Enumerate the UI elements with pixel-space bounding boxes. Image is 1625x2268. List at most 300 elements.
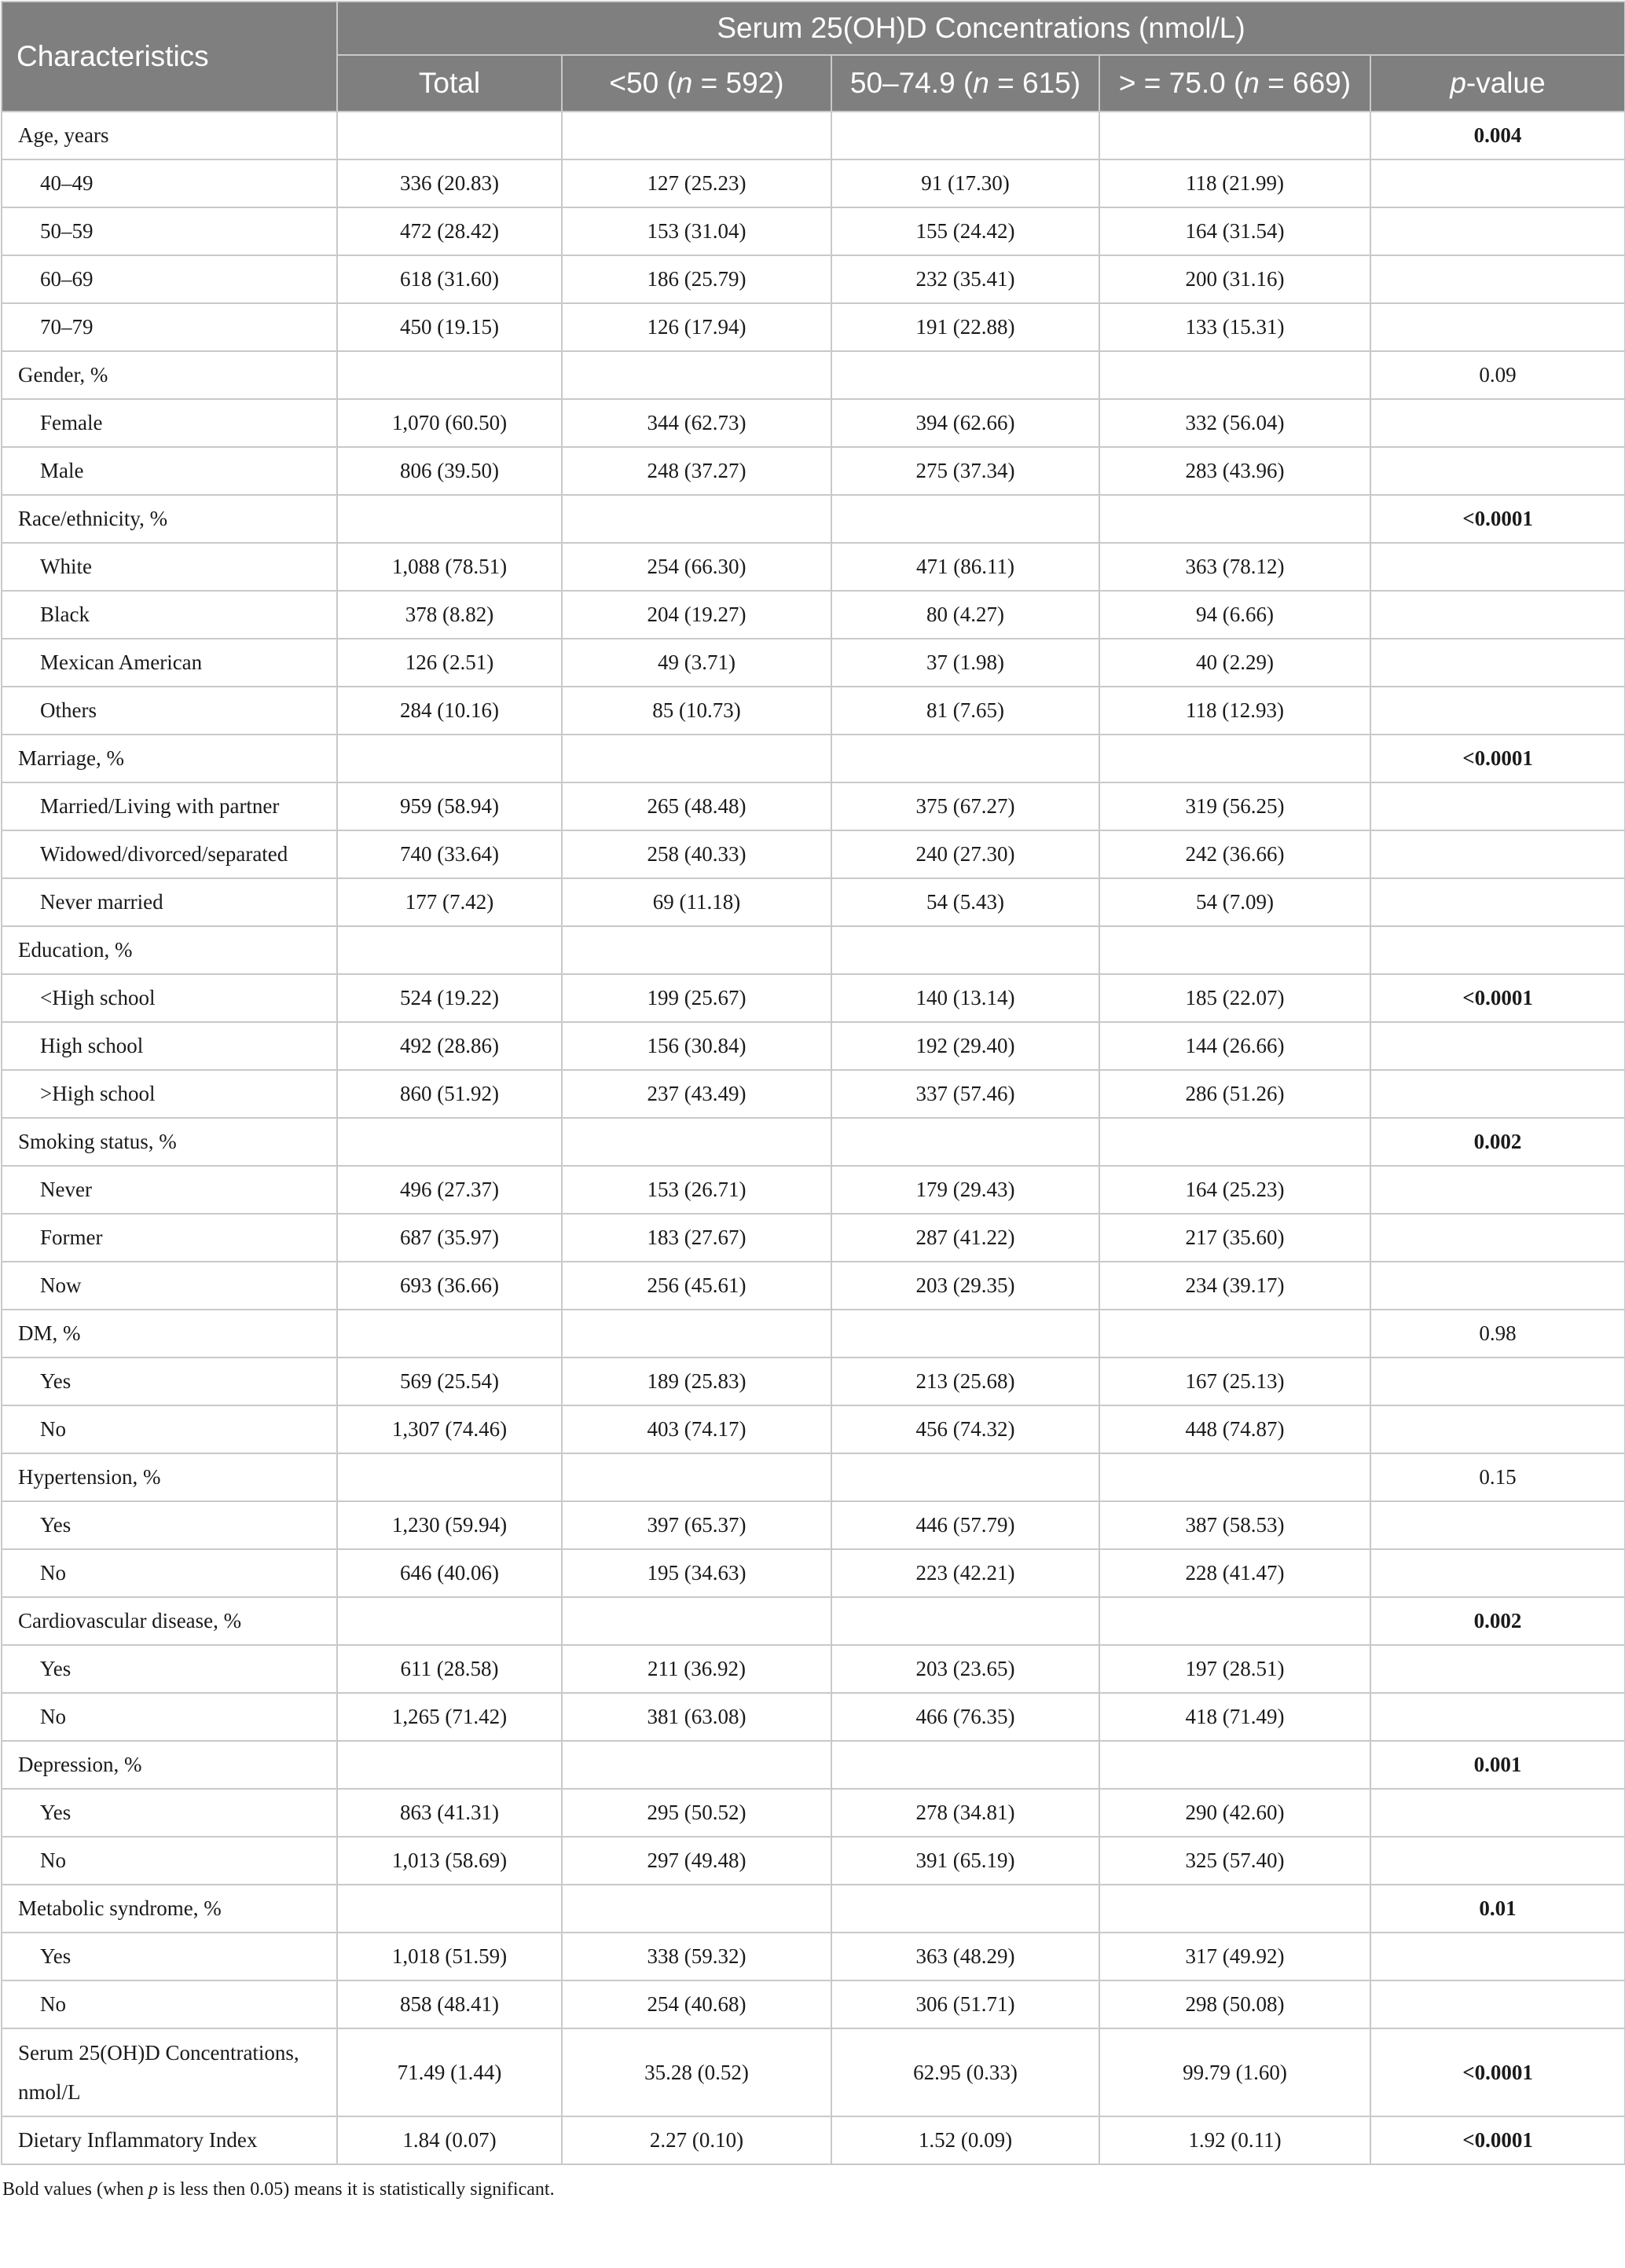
row-label: Male	[2, 447, 337, 495]
row-label: <High school	[2, 974, 337, 1022]
table-cell: 177 (7.42)	[337, 878, 562, 926]
table-cell	[337, 926, 562, 974]
table-row	[2, 1645, 1625, 1693]
table-cell: 298 (50.08)	[1099, 1980, 1370, 2028]
category-row	[2, 1453, 1625, 1501]
table-cell	[1099, 495, 1370, 543]
p-value-cell	[1370, 782, 1625, 830]
table-cell	[1099, 1741, 1370, 1789]
table-cell: 375 (67.27)	[831, 782, 1099, 830]
row-label: 50–59	[2, 207, 337, 255]
table-row	[2, 1214, 1625, 1262]
p-value-cell: 0.001	[1370, 1741, 1625, 1789]
table-cell	[831, 1741, 1099, 1789]
table-cell	[562, 926, 831, 974]
p-value-cell: 0.98	[1370, 1310, 1625, 1358]
table-cell: 195 (34.63)	[562, 1549, 831, 1597]
table-cell: 863 (41.31)	[337, 1789, 562, 1837]
table-cell: 286 (51.26)	[1099, 1070, 1370, 1118]
table-cell: 156 (30.84)	[562, 1022, 831, 1070]
table-body	[2, 112, 1625, 2164]
table-cell: 448 (74.87)	[1099, 1405, 1370, 1453]
table-row	[2, 447, 1625, 495]
table-cell: 378 (8.82)	[337, 591, 562, 639]
row-label: Race/ethnicity, %	[2, 495, 337, 543]
p-value-cell	[1370, 159, 1625, 207]
group-header: Serum 25(OH)D Concentrations (nmol/L)	[337, 2, 1625, 55]
table-cell: 186 (25.79)	[562, 255, 831, 303]
p-value-cell: 0.09	[1370, 351, 1625, 399]
table-cell	[831, 1885, 1099, 1933]
table-cell: 1.92 (0.11)	[1099, 2116, 1370, 2164]
category-row	[2, 2116, 1625, 2164]
table-cell: 164 (25.23)	[1099, 1166, 1370, 1214]
row-label: Depression, %	[2, 1741, 337, 1789]
table-cell: 325 (57.40)	[1099, 1837, 1370, 1885]
table-cell: 337 (57.46)	[831, 1070, 1099, 1118]
table-cell: 71.49 (1.44)	[337, 2028, 562, 2116]
table-cell: 153 (26.71)	[562, 1166, 831, 1214]
table-cell	[337, 112, 562, 159]
table-row	[2, 1693, 1625, 1741]
table-cell	[831, 112, 1099, 159]
p-value-cell	[1370, 1645, 1625, 1693]
table-cell: 54 (7.09)	[1099, 878, 1370, 926]
table-cell: 611 (28.58)	[337, 1645, 562, 1693]
table-cell: 191 (22.88)	[831, 303, 1099, 351]
table-cell	[831, 495, 1099, 543]
table-cell: 197 (28.51)	[1099, 1645, 1370, 1693]
table-cell	[337, 1453, 562, 1501]
row-label: DM, %	[2, 1310, 337, 1358]
column-header-group-2: 50–74.9 (n = 615)	[831, 55, 1099, 112]
p-value-cell: <0.0001	[1370, 735, 1625, 782]
table-header	[2, 2, 1625, 112]
row-label: Age, years	[2, 112, 337, 159]
row-label: Gender, %	[2, 351, 337, 399]
table-cell: 1,265 (71.42)	[337, 1693, 562, 1741]
table-cell	[831, 1453, 1099, 1501]
row-label: Education, %	[2, 926, 337, 974]
table-cell: 287 (41.22)	[831, 1214, 1099, 1262]
p-value-cell	[1370, 830, 1625, 878]
table-footnote: Bold values (when p is less then 0.05) means it is statistically significant.	[2, 2179, 555, 2200]
table-cell: 204 (19.27)	[562, 591, 831, 639]
table-cell: 80 (4.27)	[831, 591, 1099, 639]
column-header-p-value: p-value	[1370, 55, 1625, 112]
table-cell: 295 (50.52)	[562, 1789, 831, 1837]
table-cell: 646 (40.06)	[337, 1549, 562, 1597]
table-cell: 254 (66.30)	[562, 543, 831, 591]
category-row	[2, 1310, 1625, 1358]
table-cell: 248 (37.27)	[562, 447, 831, 495]
row-label: Yes	[2, 1789, 337, 1837]
p-value-cell	[1370, 1405, 1625, 1453]
p-value-cell	[1370, 1549, 1625, 1597]
table-cell: 211 (36.92)	[562, 1645, 831, 1693]
category-row	[2, 112, 1625, 159]
table-cell: 49 (3.71)	[562, 639, 831, 687]
table-cell	[831, 1310, 1099, 1358]
row-label: Mexican American	[2, 639, 337, 687]
row-label: No	[2, 1549, 337, 1597]
row-label: Yes	[2, 1933, 337, 1980]
table-row	[2, 1980, 1625, 2028]
category-row	[2, 1118, 1625, 1166]
row-label: Former	[2, 1214, 337, 1262]
table-cell: 344 (62.73)	[562, 399, 831, 447]
table-cell: 69 (11.18)	[562, 878, 831, 926]
table-cell: 217 (35.60)	[1099, 1214, 1370, 1262]
table-cell: 466 (76.35)	[831, 1693, 1099, 1741]
table-cell: 450 (19.15)	[337, 303, 562, 351]
table-row	[2, 1933, 1625, 1980]
table-row	[2, 1070, 1625, 1118]
row-label: High school	[2, 1022, 337, 1070]
table-cell	[1099, 926, 1370, 974]
table-cell: 203 (23.65)	[831, 1645, 1099, 1693]
table-cell: 290 (42.60)	[1099, 1789, 1370, 1837]
row-label: Marriage, %	[2, 735, 337, 782]
table-cell	[1099, 1310, 1370, 1358]
row-label: Married/Living with partner	[2, 782, 337, 830]
row-label: Never	[2, 1166, 337, 1214]
category-row	[2, 926, 1625, 974]
table-cell: 394 (62.66)	[831, 399, 1099, 447]
row-label: Smoking status, %	[2, 1118, 337, 1166]
table-cell: 569 (25.54)	[337, 1358, 562, 1405]
category-row	[2, 1597, 1625, 1645]
table-cell	[337, 1118, 562, 1166]
table-cell: 391 (65.19)	[831, 1837, 1099, 1885]
row-label: >High school	[2, 1070, 337, 1118]
row-label: Serum 25(OH)D Concentrations, nmol/L	[2, 2028, 337, 2116]
table-cell: 126 (2.51)	[337, 639, 562, 687]
table-cell: 223 (42.21)	[831, 1549, 1099, 1597]
table-cell	[562, 1118, 831, 1166]
table-cell: 687 (35.97)	[337, 1214, 562, 1262]
table-row	[2, 255, 1625, 303]
row-label: Metabolic syndrome, %	[2, 1885, 337, 1933]
p-value-cell	[1370, 639, 1625, 687]
table-cell: 228 (41.47)	[1099, 1549, 1370, 1597]
table-cell: 153 (31.04)	[562, 207, 831, 255]
table-row	[2, 830, 1625, 878]
p-value-cell: 0.002	[1370, 1597, 1625, 1645]
table-cell: 62.95 (0.33)	[831, 2028, 1099, 2116]
table-row	[2, 1022, 1625, 1070]
table-cell: 297 (49.48)	[562, 1837, 831, 1885]
table-cell: 387 (58.53)	[1099, 1501, 1370, 1549]
table-cell	[1099, 1597, 1370, 1645]
table-cell: 192 (29.40)	[831, 1022, 1099, 1070]
table-cell: 91 (17.30)	[831, 159, 1099, 207]
p-value-cell	[1370, 399, 1625, 447]
row-label: Widowed/divorced/separated	[2, 830, 337, 878]
table-cell: 1.84 (0.07)	[337, 2116, 562, 2164]
table-cell	[1099, 351, 1370, 399]
table-cell	[562, 112, 831, 159]
p-value-cell	[1370, 543, 1625, 591]
p-value-cell	[1370, 1166, 1625, 1214]
table-row	[2, 207, 1625, 255]
table-cell: 234 (39.17)	[1099, 1262, 1370, 1310]
table-cell: 381 (63.08)	[562, 1693, 831, 1741]
table-cell	[1099, 1453, 1370, 1501]
row-label: Yes	[2, 1645, 337, 1693]
p-value-cell	[1370, 926, 1625, 974]
table-cell: 118 (21.99)	[1099, 159, 1370, 207]
table-cell: 140 (13.14)	[831, 974, 1099, 1022]
table-cell: 860 (51.92)	[337, 1070, 562, 1118]
p-value-cell: <0.0001	[1370, 2028, 1625, 2116]
table-cell: 213 (25.68)	[831, 1358, 1099, 1405]
table-cell: 418 (71.49)	[1099, 1693, 1370, 1741]
p-value-cell	[1370, 1789, 1625, 1837]
table-cell: 133 (15.31)	[1099, 303, 1370, 351]
p-value-cell: <0.0001	[1370, 2116, 1625, 2164]
row-label: No	[2, 1837, 337, 1885]
table-cell	[831, 926, 1099, 974]
table-cell: 336 (20.83)	[337, 159, 562, 207]
table-cell: 403 (74.17)	[562, 1405, 831, 1453]
table-cell: 189 (25.83)	[562, 1358, 831, 1405]
table-cell: 278 (34.81)	[831, 1789, 1099, 1837]
table-row	[2, 591, 1625, 639]
table-row	[2, 639, 1625, 687]
table-cell: 185 (22.07)	[1099, 974, 1370, 1022]
table-cell: 242 (36.66)	[1099, 830, 1370, 878]
table-cell: 446 (57.79)	[831, 1501, 1099, 1549]
row-label: Female	[2, 399, 337, 447]
table-cell: 256 (45.61)	[562, 1262, 831, 1310]
table-cell: 127 (25.23)	[562, 159, 831, 207]
table-cell: 1,230 (59.94)	[337, 1501, 562, 1549]
table-cell: 363 (48.29)	[831, 1933, 1099, 1980]
table-cell	[337, 495, 562, 543]
table-cell: 240 (27.30)	[831, 830, 1099, 878]
row-label: Dietary Inflammatory Index	[2, 2116, 337, 2164]
table-cell: 237 (43.49)	[562, 1070, 831, 1118]
table-cell: 167 (25.13)	[1099, 1358, 1370, 1405]
table-cell: 199 (25.67)	[562, 974, 831, 1022]
table-cell	[337, 1885, 562, 1933]
table-cell	[337, 351, 562, 399]
p-value-cell	[1370, 1693, 1625, 1741]
p-value-cell: 0.002	[1370, 1118, 1625, 1166]
row-label: Now	[2, 1262, 337, 1310]
table-cell	[562, 735, 831, 782]
table-cell: 283 (43.96)	[1099, 447, 1370, 495]
table-row	[2, 782, 1625, 830]
table-row	[2, 1166, 1625, 1214]
table-cell	[831, 1118, 1099, 1166]
p-value-cell: <0.0001	[1370, 495, 1625, 543]
table-cell: 471 (86.11)	[831, 543, 1099, 591]
table-cell	[831, 1597, 1099, 1645]
category-row	[2, 1885, 1625, 1933]
table-cell: 275 (37.34)	[831, 447, 1099, 495]
table-cell: 1,307 (74.46)	[337, 1405, 562, 1453]
row-label: Yes	[2, 1501, 337, 1549]
p-value-cell	[1370, 1501, 1625, 1549]
table-cell: 81 (7.65)	[831, 687, 1099, 735]
table-cell: 317 (49.92)	[1099, 1933, 1370, 1980]
p-value-cell: <0.0001	[1370, 974, 1625, 1022]
table-cell: 306 (51.71)	[831, 1980, 1099, 2028]
p-value-cell: 0.01	[1370, 1885, 1625, 1933]
column-header-group-1: <50 (n = 592)	[562, 55, 831, 112]
table-cell	[337, 1310, 562, 1358]
table-row	[2, 1358, 1625, 1405]
row-label: No	[2, 1693, 337, 1741]
table-cell: 155 (24.42)	[831, 207, 1099, 255]
table-row	[2, 159, 1625, 207]
table-cell: 959 (58.94)	[337, 782, 562, 830]
table-cell: 183 (27.67)	[562, 1214, 831, 1262]
table-row	[2, 878, 1625, 926]
table-cell: 54 (5.43)	[831, 878, 1099, 926]
table-row	[2, 399, 1625, 447]
table-cell: 258 (40.33)	[562, 830, 831, 878]
table-row	[2, 974, 1625, 1022]
table-cell: 118 (12.93)	[1099, 687, 1370, 735]
table-cell: 254 (40.68)	[562, 1980, 831, 2028]
table-cell: 200 (31.16)	[1099, 255, 1370, 303]
table-cell: 35.28 (0.52)	[562, 2028, 831, 2116]
table-cell	[1099, 1118, 1370, 1166]
table-cell: 496 (27.37)	[337, 1166, 562, 1214]
table-cell	[337, 1741, 562, 1789]
characteristics-header: Characteristics	[2, 2, 337, 112]
p-value-cell	[1370, 447, 1625, 495]
table-cell	[562, 1597, 831, 1645]
p-value-cell	[1370, 1933, 1625, 1980]
table-cell: 338 (59.32)	[562, 1933, 831, 1980]
table-cell: 94 (6.66)	[1099, 591, 1370, 639]
table-cell: 85 (10.73)	[562, 687, 831, 735]
p-value-cell	[1370, 207, 1625, 255]
table-row	[2, 1501, 1625, 1549]
table-cell: 332 (56.04)	[1099, 399, 1370, 447]
table-cell	[337, 1597, 562, 1645]
table-cell: 1,088 (78.51)	[337, 543, 562, 591]
category-row	[2, 1741, 1625, 1789]
table-row	[2, 1262, 1625, 1310]
table-cell: 164 (31.54)	[1099, 207, 1370, 255]
row-label: Others	[2, 687, 337, 735]
table-cell: 472 (28.42)	[337, 207, 562, 255]
row-label: No	[2, 1405, 337, 1453]
row-label: Black	[2, 591, 337, 639]
table-cell: 618 (31.60)	[337, 255, 562, 303]
table-cell	[562, 351, 831, 399]
row-label: Hypertension, %	[2, 1453, 337, 1501]
row-label: 60–69	[2, 255, 337, 303]
table-cell: 693 (36.66)	[337, 1262, 562, 1310]
column-header-total: Total	[337, 55, 562, 112]
table-cell	[831, 735, 1099, 782]
row-label: Never married	[2, 878, 337, 926]
table-cell: 126 (17.94)	[562, 303, 831, 351]
p-value-cell	[1370, 687, 1625, 735]
table-cell: 232 (35.41)	[831, 255, 1099, 303]
table-cell: 265 (48.48)	[562, 782, 831, 830]
category-row	[2, 735, 1625, 782]
table-cell: 179 (29.43)	[831, 1166, 1099, 1214]
column-header-group-3: > = 75.0 (n = 669)	[1099, 55, 1370, 112]
table-cell: 1,018 (51.59)	[337, 1933, 562, 1980]
table-row	[2, 543, 1625, 591]
p-value-cell	[1370, 1980, 1625, 2028]
category-row	[2, 495, 1625, 543]
row-label: 70–79	[2, 303, 337, 351]
table-cell	[562, 1310, 831, 1358]
table-cell: 40 (2.29)	[1099, 639, 1370, 687]
category-row	[2, 351, 1625, 399]
category-row	[2, 2028, 1625, 2116]
table-cell: 319 (56.25)	[1099, 782, 1370, 830]
table-cell	[562, 1453, 831, 1501]
table-cell: 397 (65.37)	[562, 1501, 831, 1549]
table-cell	[562, 1885, 831, 1933]
table-cell: 1,013 (58.69)	[337, 1837, 562, 1885]
table-cell: 1,070 (60.50)	[337, 399, 562, 447]
table-row	[2, 1837, 1625, 1885]
row-label: Cardiovascular disease, %	[2, 1597, 337, 1645]
row-label: Yes	[2, 1358, 337, 1405]
table-row	[2, 1789, 1625, 1837]
table-cell: 740 (33.64)	[337, 830, 562, 878]
table-cell: 1.52 (0.09)	[831, 2116, 1099, 2164]
table-row	[2, 1549, 1625, 1597]
table-cell: 806 (39.50)	[337, 447, 562, 495]
table-cell	[831, 351, 1099, 399]
table-cell: 99.79 (1.60)	[1099, 2028, 1370, 2116]
table-cell	[337, 735, 562, 782]
table-row	[2, 1405, 1625, 1453]
table-cell: 203 (29.35)	[831, 1262, 1099, 1310]
p-value-cell	[1370, 1837, 1625, 1885]
characteristics-table	[1, 1, 1625, 2165]
table-cell: 2.27 (0.10)	[562, 2116, 831, 2164]
p-value-cell	[1370, 1262, 1625, 1310]
p-value-cell: 0.15	[1370, 1453, 1625, 1501]
table-cell: 456 (74.32)	[831, 1405, 1099, 1453]
row-label: 40–49	[2, 159, 337, 207]
row-label: No	[2, 1980, 337, 2028]
table-cell	[1099, 735, 1370, 782]
table-cell: 524 (19.22)	[337, 974, 562, 1022]
p-value-cell	[1370, 1214, 1625, 1262]
table-cell: 144 (26.66)	[1099, 1022, 1370, 1070]
table-cell: 284 (10.16)	[337, 687, 562, 735]
table-cell	[1099, 112, 1370, 159]
p-value-cell	[1370, 1358, 1625, 1405]
table-cell: 492 (28.86)	[337, 1022, 562, 1070]
p-value-cell	[1370, 591, 1625, 639]
table-cell: 858 (48.41)	[337, 1980, 562, 2028]
p-value-cell: 0.004	[1370, 112, 1625, 159]
table-row	[2, 303, 1625, 351]
p-value-cell	[1370, 878, 1625, 926]
table-cell	[562, 1741, 831, 1789]
p-value-cell	[1370, 255, 1625, 303]
p-value-cell	[1370, 303, 1625, 351]
p-value-cell	[1370, 1070, 1625, 1118]
table-cell	[562, 495, 831, 543]
table-row	[2, 687, 1625, 735]
